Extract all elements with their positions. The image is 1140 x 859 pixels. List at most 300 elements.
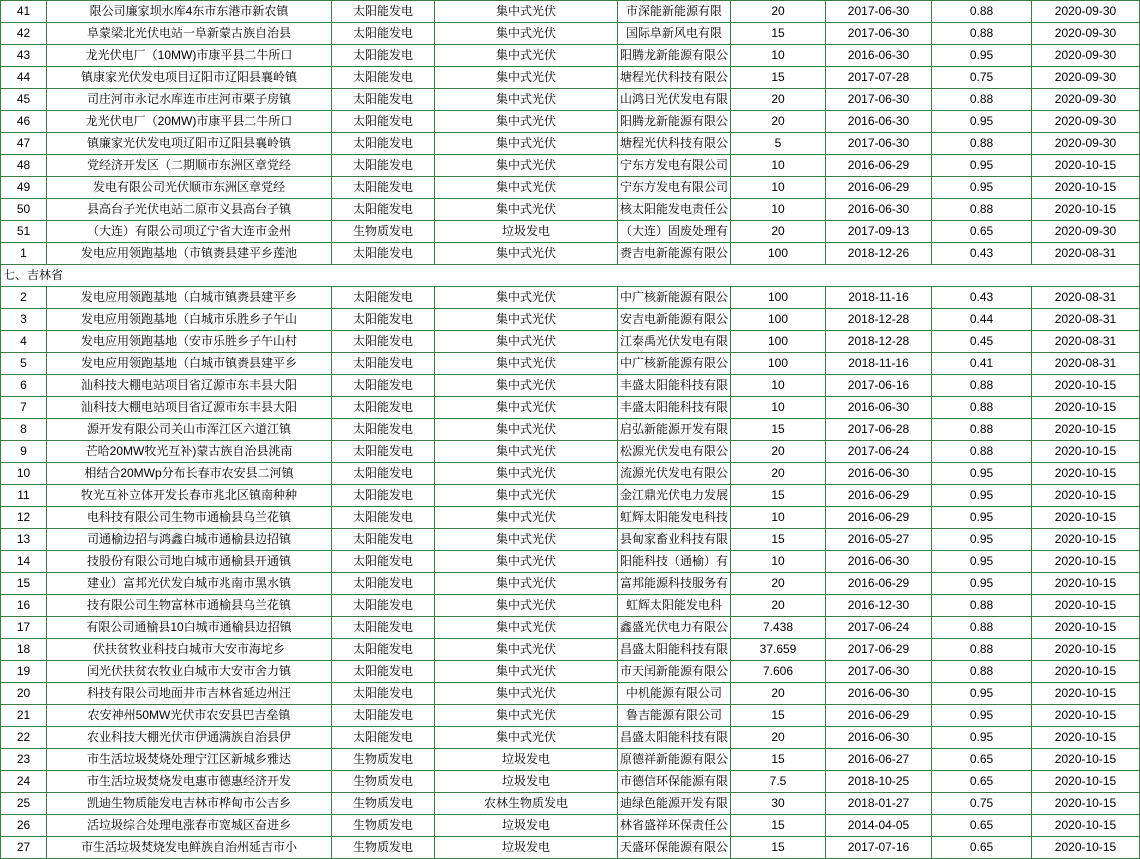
cell-project-name-text: 技有限公司生物富林市通榆县乌兰花镇 [86,598,291,612]
cell-no [1,507,47,529]
cell-deadline [1032,221,1140,243]
cell-deadline [1032,837,1140,859]
cell-energy-type [332,287,435,309]
cell-energy-type-text: 太阳能发电 [352,708,413,722]
table-row [1,441,1140,463]
cell-grid-date-text: 2017-06-29 [847,642,910,656]
cell-company [618,397,731,419]
cell-grid-date [826,199,932,221]
cell-no-text: 13 [16,532,31,546]
cell-capacity [731,485,826,507]
cell-energy-subtype-text: 集中式光伏 [495,510,556,524]
cell-capacity [731,507,826,529]
cell-project-name [47,573,332,595]
cell-energy-subtype [435,243,618,265]
cell-energy-subtype-text: 集中式光伏 [495,334,556,348]
cell-company-text: 阳腾龙新能源有限公 [620,114,729,128]
cell-price-text: 0.95 [969,686,994,700]
cell-energy-subtype-text: 垃圾发电 [501,818,550,832]
cell-capacity-text: 100 [767,290,789,304]
cell-no-text: 43 [16,48,31,62]
cell-project-name-text: （大连）有限公司项辽宁省大连市金州 [86,224,291,238]
table-row [1,353,1140,375]
cell-energy-type-text: 太阳能发电 [352,488,413,502]
cell-energy-type [332,837,435,859]
cell-price [932,661,1032,683]
cell-grid-date [826,573,932,595]
cell-deadline [1032,551,1140,573]
cell-capacity [731,287,826,309]
cell-no-text: 25 [16,796,31,810]
cell-company [618,331,731,353]
cell-no-text: 20 [16,686,31,700]
cell-project-name [47,199,332,221]
cell-company [618,749,731,771]
cell-project-name-text: 发电应用领跑基地（市镇赉县建平乡莲池 [80,246,297,260]
cell-price-text: 0.95 [969,554,994,568]
cell-energy-type [332,397,435,419]
cell-energy-subtype-text: 垃圾发电 [501,752,550,766]
cell-project-name-text: 芒哈20MW牧光互补)蒙古族自治县洮南 [85,444,293,458]
cell-price [932,45,1032,67]
cell-energy-subtype-text: 垃圾发电 [501,224,550,238]
cell-capacity [731,177,826,199]
table-row [1,617,1140,639]
cell-grid-date [826,397,932,419]
cell-capacity-text: 20 [771,576,785,590]
cell-project-name-text: 汕科技大棚电站项目省辽源市东丰县大阳 [80,400,297,414]
cell-deadline [1032,45,1140,67]
cell-company-text: 宁东方发电有限公司 [620,158,729,172]
cell-capacity [731,397,826,419]
cell-no-text: 14 [16,554,31,568]
table-row [1,23,1140,45]
cell-price [932,111,1032,133]
cell-energy-type [332,793,435,815]
cell-energy-type-text: 太阳能发电 [352,290,413,304]
cell-grid-date [826,463,932,485]
cell-energy-type-text: 太阳能发电 [352,202,413,216]
cell-no [1,529,47,551]
cell-no-text: 10 [16,466,31,480]
cell-project-name [47,419,332,441]
cell-deadline [1032,199,1140,221]
cell-project-name [47,89,332,111]
cell-project-name-text: 活垃圾综合处理电涨春市宽城区奋进乡 [86,818,291,832]
cell-no [1,705,47,727]
cell-company [618,89,731,111]
cell-capacity-text: 20 [771,444,785,458]
cell-grid-date [826,441,932,463]
cell-capacity [731,551,826,573]
cell-energy-subtype [435,1,618,23]
cell-grid-date [826,155,932,177]
cell-capacity-text: 37.659 [759,642,797,656]
cell-project-name-text: 发电应用领跑基地（白城市镇赉县建平乡 [80,290,297,304]
cell-capacity-text: 10 [771,510,785,524]
cell-grid-date-text: 2016-06-30 [847,554,910,568]
cell-deadline [1032,573,1140,595]
cell-energy-subtype [435,683,618,705]
cell-energy-subtype-text: 集中式光伏 [495,70,556,84]
cell-price [932,573,1032,595]
cell-energy-subtype-text: 集中式光伏 [495,598,556,612]
cell-project-name-text: 镇康家光伏发电项目辽阳市辽阳县襄岭镇 [80,70,297,84]
cell-grid-date [826,551,932,573]
cell-company [618,441,731,463]
cell-grid-date [826,705,932,727]
cell-no [1,551,47,573]
cell-energy-subtype [435,133,618,155]
cell-price-text: 0.95 [969,510,994,524]
cell-capacity [731,793,826,815]
cell-energy-subtype [435,837,618,859]
cell-company [618,595,731,617]
cell-project-name-text: 源开发有限公司关山市浑江区六道江镇 [86,422,291,436]
cell-company [618,573,731,595]
cell-company [618,793,731,815]
cell-energy-subtype-text: 集中式光伏 [495,26,556,40]
cell-deadline [1032,793,1140,815]
cell-energy-type-text: 太阳能发电 [352,730,413,744]
table-row [1,551,1140,573]
table-row [1,683,1140,705]
cell-project-name-text: 市生活垃圾焚烧处理宁江区新城乡雅达 [86,752,291,766]
cell-price [932,705,1032,727]
cell-energy-type [332,529,435,551]
cell-energy-type [332,133,435,155]
cell-energy-subtype-text: 集中式光伏 [495,730,556,744]
cell-company [618,177,731,199]
cell-capacity-text: 100 [767,312,789,326]
cell-grid-date-text: 2017-06-16 [847,378,910,392]
cell-energy-subtype-text: 集中式光伏 [495,180,556,194]
cell-company [618,705,731,727]
cell-project-name [47,551,332,573]
cell-deadline [1032,67,1140,89]
cell-company-text: 安吉电新能源有限公 [620,312,729,326]
cell-deadline [1032,111,1140,133]
cell-capacity [731,441,826,463]
cell-capacity [731,243,826,265]
cell-deadline [1032,705,1140,727]
cell-price [932,221,1032,243]
cell-deadline [1032,397,1140,419]
cell-company [618,221,731,243]
cell-price [932,793,1032,815]
cell-no-text: 8 [20,422,27,436]
cell-company-text: 中广核新能源有限公 [620,356,729,370]
cell-energy-type-text: 太阳能发电 [352,466,413,480]
cell-energy-subtype-text: 集中式光伏 [495,686,556,700]
cell-deadline [1032,89,1140,111]
table-row [1,199,1140,221]
table-row [1,485,1140,507]
cell-company [618,309,731,331]
cell-company-text: 昌盛太阳能科技有限 [620,730,729,744]
cell-project-name [47,815,332,837]
cell-price-text: 0.65 [969,774,994,788]
cell-project-name-text: 相结合20MWp分布长春市农安县二河镇 [84,466,294,480]
cell-project-name [47,1,332,23]
cell-price [932,177,1032,199]
cell-grid-date-text: 2017-06-30 [847,92,910,106]
cell-project-name-text: 有限公司通榆县10白城市通榆县边招镇 [86,620,292,634]
cell-no [1,815,47,837]
table-row [1,243,1140,265]
cell-deadline [1032,463,1140,485]
cell-energy-type [332,815,435,837]
cell-deadline-text: 2020-08-31 [1054,290,1117,304]
cell-company-text: 天盛环保能源有限公 [620,840,729,854]
cell-energy-subtype-text: 垃圾发电 [501,774,550,788]
cell-deadline [1032,815,1140,837]
cell-project-name [47,397,332,419]
cell-price [932,1,1032,23]
cell-energy-type-text: 太阳能发电 [352,26,413,40]
cell-company [618,111,731,133]
cell-energy-type [332,463,435,485]
cell-energy-type-text: 太阳能发电 [352,532,413,546]
cell-energy-subtype-text: 集中式光伏 [495,708,556,722]
cell-deadline-text: 2020-10-15 [1054,818,1117,832]
cell-energy-type-text: 生物质发电 [352,818,413,832]
cell-company-text: 富邦能源科技服务有 [620,576,729,590]
cell-energy-type-text: 生物质发电 [352,840,413,854]
cell-project-name [47,727,332,749]
cell-company [618,199,731,221]
cell-company-text: 昌盛太阳能科技有限 [620,642,729,656]
cell-grid-date-text: 2016-06-30 [847,114,910,128]
cell-project-name-text: 汕科技大棚电站项目省辽源市东丰县大阳 [80,378,297,392]
cell-price [932,287,1032,309]
cell-energy-subtype [435,331,618,353]
cell-price-text: 0.88 [969,422,994,436]
cell-grid-date-text: 2016-06-29 [847,576,910,590]
cell-grid-date [826,45,932,67]
cell-project-name [47,309,332,331]
cell-grid-date-text: 2016-06-29 [847,158,910,172]
cell-capacity [731,771,826,793]
cell-company [618,243,731,265]
cell-energy-subtype [435,529,618,551]
section-header-row [1,265,1140,287]
cell-price [932,617,1032,639]
cell-deadline-text: 2020-10-15 [1054,400,1117,414]
cell-project-name [47,67,332,89]
cell-capacity-text: 20 [771,598,785,612]
cell-energy-subtype-text: 集中式光伏 [495,136,556,150]
cell-energy-type-text: 太阳能发电 [352,664,413,678]
cell-capacity [731,419,826,441]
cell-deadline-text: 2020-10-15 [1054,664,1117,678]
cell-grid-date [826,595,932,617]
cell-price [932,463,1032,485]
cell-project-name [47,617,332,639]
table-row [1,309,1140,331]
cell-capacity-text: 10 [771,48,785,62]
cell-energy-type-text: 太阳能发电 [352,136,413,150]
cell-company-text: 市德信环保能源有限 [620,774,729,788]
cell-price-text: 0.95 [969,48,994,62]
cell-energy-subtype [435,771,618,793]
cell-deadline-text: 2020-10-15 [1054,510,1117,524]
cell-company [618,507,731,529]
cell-energy-type [332,551,435,573]
cell-capacity [731,595,826,617]
cell-grid-date-text: 2018-12-28 [847,312,910,326]
cell-company [618,639,731,661]
cell-capacity [731,683,826,705]
cell-price [932,529,1032,551]
cell-no-text: 50 [16,202,31,216]
cell-energy-subtype [435,661,618,683]
cell-no-text: 42 [16,26,31,40]
cell-grid-date-text: 2017-06-30 [847,4,910,18]
cell-no [1,287,47,309]
cell-grid-date [826,617,932,639]
cell-deadline [1032,683,1140,705]
cell-deadline-text: 2020-10-15 [1054,422,1117,436]
cell-price-text: 0.88 [969,642,994,656]
cell-price-text: 0.88 [969,400,994,414]
cell-project-name-text: 市生活垃圾焚烧发电鲜族自治州延吉市小 [80,840,297,854]
cell-price [932,551,1032,573]
cell-project-name [47,639,332,661]
cell-no [1,573,47,595]
cell-energy-subtype-text: 集中式光伏 [495,466,556,480]
cell-energy-subtype [435,727,618,749]
cell-project-name [47,177,332,199]
cell-capacity [731,155,826,177]
cell-company [618,23,731,45]
cell-grid-date-text: 2017-06-30 [847,136,910,150]
table-row [1,639,1140,661]
cell-project-name [47,111,332,133]
cell-project-name-text: 司庄河市永记水库连市庄河市栗子房镇 [86,92,291,106]
cell-energy-subtype-text: 集中式光伏 [495,444,556,458]
cell-capacity [731,67,826,89]
cell-company-text: 阳腾龙新能源有限公 [620,48,729,62]
table-row [1,177,1140,199]
cell-capacity-text: 15 [771,422,785,436]
cell-company [618,287,731,309]
cell-energy-subtype [435,573,618,595]
cell-company [618,617,731,639]
cell-energy-type [332,1,435,23]
cell-capacity [731,199,826,221]
cell-capacity [731,133,826,155]
cell-price [932,309,1032,331]
cell-capacity-text: 20 [771,686,785,700]
cell-price-text: 0.95 [969,488,994,502]
cell-energy-type-text: 太阳能发电 [352,620,413,634]
cell-no [1,133,47,155]
cell-energy-type [332,771,435,793]
cell-energy-subtype-text: 集中式光伏 [495,620,556,634]
cell-energy-type [332,705,435,727]
cell-price [932,837,1032,859]
cell-energy-type-text: 太阳能发电 [352,246,413,260]
cell-no [1,485,47,507]
cell-energy-subtype-text: 集中式光伏 [495,642,556,656]
cell-capacity [731,705,826,727]
cell-price-text: 0.95 [969,532,994,546]
cell-energy-subtype [435,551,618,573]
cell-project-name-text: 伏扶贫牧业科技白城市大安市海坨乡 [92,642,285,656]
cell-price [932,485,1032,507]
cell-deadline-text: 2020-09-30 [1054,70,1117,84]
cell-energy-subtype-text: 集中式光伏 [495,378,556,392]
cell-company-text: 市天闰新能源有限公 [620,664,729,678]
cell-price [932,353,1032,375]
cell-energy-type-text: 生物质发电 [352,774,413,788]
cell-no [1,353,47,375]
cell-project-name-text: 镇廉家光伏发电项辽阳市辽阳县襄岭镇 [86,136,291,150]
cell-grid-date [826,353,932,375]
cell-price [932,243,1032,265]
cell-energy-type [332,485,435,507]
cell-price-text: 0.75 [969,70,994,84]
cell-energy-subtype [435,287,618,309]
cell-company [618,67,731,89]
table-row [1,155,1140,177]
cell-capacity [731,749,826,771]
cell-price [932,815,1032,837]
cell-project-name [47,507,332,529]
cell-capacity-text: 15 [771,840,785,854]
cell-energy-subtype-text: 集中式光伏 [495,664,556,678]
table-row [1,573,1140,595]
cell-no-text: 11 [17,488,30,502]
cell-no [1,155,47,177]
table-row [1,45,1140,67]
cell-no-text: 19 [16,664,31,678]
cell-deadline-text: 2020-08-31 [1054,334,1117,348]
cell-energy-subtype [435,793,618,815]
cell-deadline [1032,287,1140,309]
cell-energy-subtype-text: 集中式光伏 [495,202,556,216]
cell-energy-type-text: 太阳能发电 [352,4,413,18]
cell-grid-date-text: 2017-06-30 [847,664,910,678]
cell-energy-subtype-text: 集中式光伏 [495,488,556,502]
cell-price [932,507,1032,529]
cell-company-text: 虹辉太阳能发电科 [625,598,722,612]
cell-company-text: 县甸家畜业科技有限 [620,532,729,546]
cell-project-name [47,485,332,507]
cell-energy-type-text: 太阳能发电 [352,180,413,194]
cell-capacity-text: 10 [771,554,785,568]
cell-project-name [47,353,332,375]
cell-company [618,771,731,793]
cell-no-text: 46 [16,114,31,128]
cell-energy-subtype [435,749,618,771]
cell-grid-date-text: 2018-01-27 [847,796,910,810]
cell-price [932,419,1032,441]
cell-no [1,771,47,793]
cell-company-text: 迪绿色能源开发有限 [620,796,729,810]
cell-project-name [47,771,332,793]
cell-grid-date [826,727,932,749]
cell-company-text: 宁东方发电有限公司 [620,180,729,194]
cell-company-text: 流源光伏发电有限公 [620,466,729,480]
cell-deadline-text: 2020-10-15 [1054,598,1117,612]
cell-project-name-text: 阜蒙梁北光伏电站一阜新蒙古族自治县 [86,26,291,40]
cell-deadline [1032,353,1140,375]
cell-grid-date-text: 2018-12-28 [847,334,910,348]
cell-grid-date [826,837,932,859]
cell-deadline [1032,177,1140,199]
